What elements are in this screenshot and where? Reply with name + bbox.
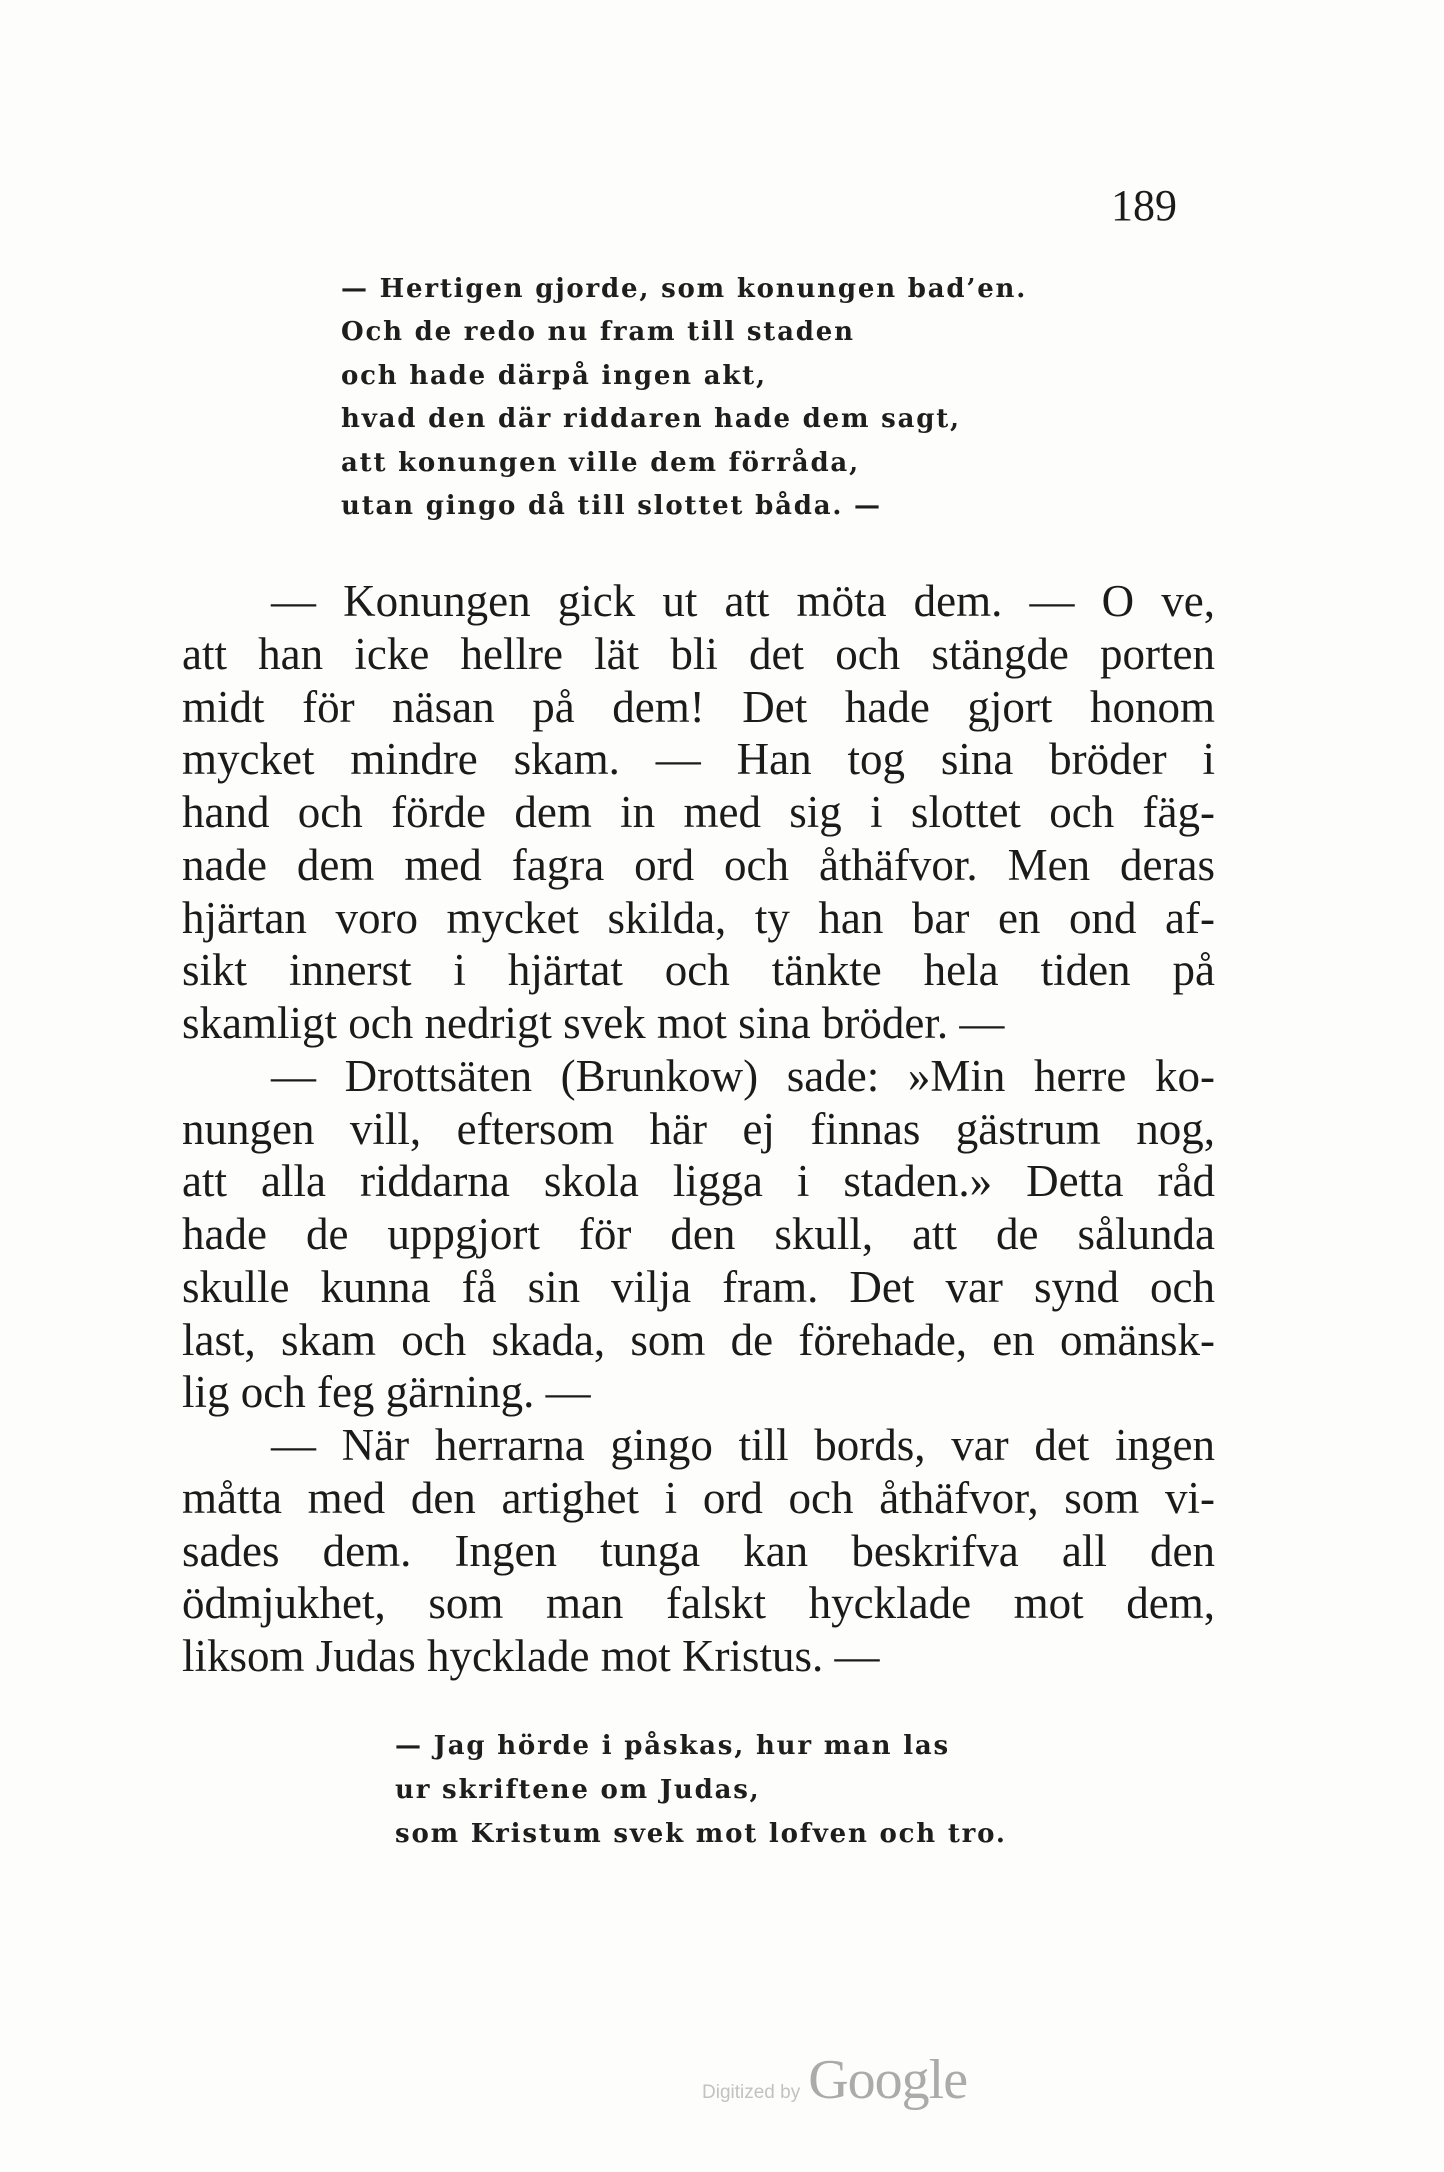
paragraph: [182, 575, 1215, 1050]
verse-block-top: [341, 268, 1027, 528]
verse-line: som Kristum svek mot lofven och tro.: [395, 1819, 1007, 1849]
prose-line: att alla riddarna skola ligga i staden.» Detta råd: [182, 1156, 1215, 1207]
google-logo: Google: [808, 2049, 968, 2111]
page-number: 189: [1111, 181, 1177, 230]
prose-line: sikt innerst i hjärtat och tänkte hela tiden på: [182, 945, 1215, 996]
verse-line: hvad den där riddaren hade dem sagt,: [341, 404, 961, 435]
prose-line: — När herrarna gingo till bords, var det ingen: [271, 1420, 1215, 1470]
prose-line: att han icke hellre lät bli det och stängde porten: [182, 628, 1215, 679]
prose-body: [182, 575, 1215, 1683]
prose-line: mycket mindre skam. — Han tog sina bröder i: [182, 734, 1215, 785]
verse-line: — Hertigen gjorde, som konungen bad’en.: [341, 274, 1028, 304]
prose-line: liksom Judas hycklade mot Kristus. —: [182, 1631, 880, 1681]
verse-line: och hade därpå ingen akt,: [341, 360, 767, 391]
prose-line: ödmjukhet, som man falskt hycklade mot dem,: [182, 1578, 1215, 1629]
verse-line: ur skriftene om Judas,: [395, 1775, 761, 1805]
prose-line: måtta med den artighet i ord och åthäfvor, som vi-: [182, 1472, 1215, 1523]
paragraph: [182, 1419, 1215, 1683]
prose-line: hjärtan voro mycket skilda, ty han bar en ond af-: [182, 892, 1215, 943]
digitized-by-label: Digitized by: [702, 2082, 801, 2103]
prose-line: nade dem med fagra ord och åthäfvor. Men deras: [182, 839, 1215, 890]
prose-line: sades dem. Ingen tunga kan beskrifva all den: [182, 1525, 1215, 1576]
verse-line: att konungen ville dem förråda,: [341, 447, 860, 478]
digitization-watermark: [702, 2048, 967, 2112]
verse-line: Och de redo nu fram till staden: [341, 317, 855, 348]
prose-line: hade de uppgjort för den skull, att de sålunda: [182, 1209, 1215, 1259]
prose-line: midt för näsan på dem! Det hade gjort honom: [182, 681, 1215, 732]
verse-block-bottom: [395, 1724, 1007, 1856]
prose-line: last, skam och skada, som de förehade, en omänsk-: [182, 1314, 1215, 1365]
verse-line: — Jag hörde i påskas, hur man las: [395, 1731, 950, 1761]
prose-line: hand och förde dem in med sig i slottet och fäg-: [182, 787, 1215, 837]
prose-line: — Konungen gick ut att möta dem. — O ve,: [271, 576, 1215, 626]
prose-line: — Drottsäten (Brunkow) sade: »Min herre ko-: [271, 1050, 1215, 1101]
verse-line: utan gingo då till slottet båda. —: [341, 490, 882, 521]
prose-line: skulle kunna få sin vilja fram. Det var synd och: [182, 1261, 1215, 1312]
prose-line: nungen vill, eftersom här ej finnas gästrum nog,: [182, 1103, 1215, 1154]
prose-line: skamligt och nedrigt svek mot sina bröder. —: [182, 998, 1005, 1048]
paragraph: [182, 1050, 1215, 1419]
prose-line: lig och feg gärning. —: [182, 1367, 591, 1418]
